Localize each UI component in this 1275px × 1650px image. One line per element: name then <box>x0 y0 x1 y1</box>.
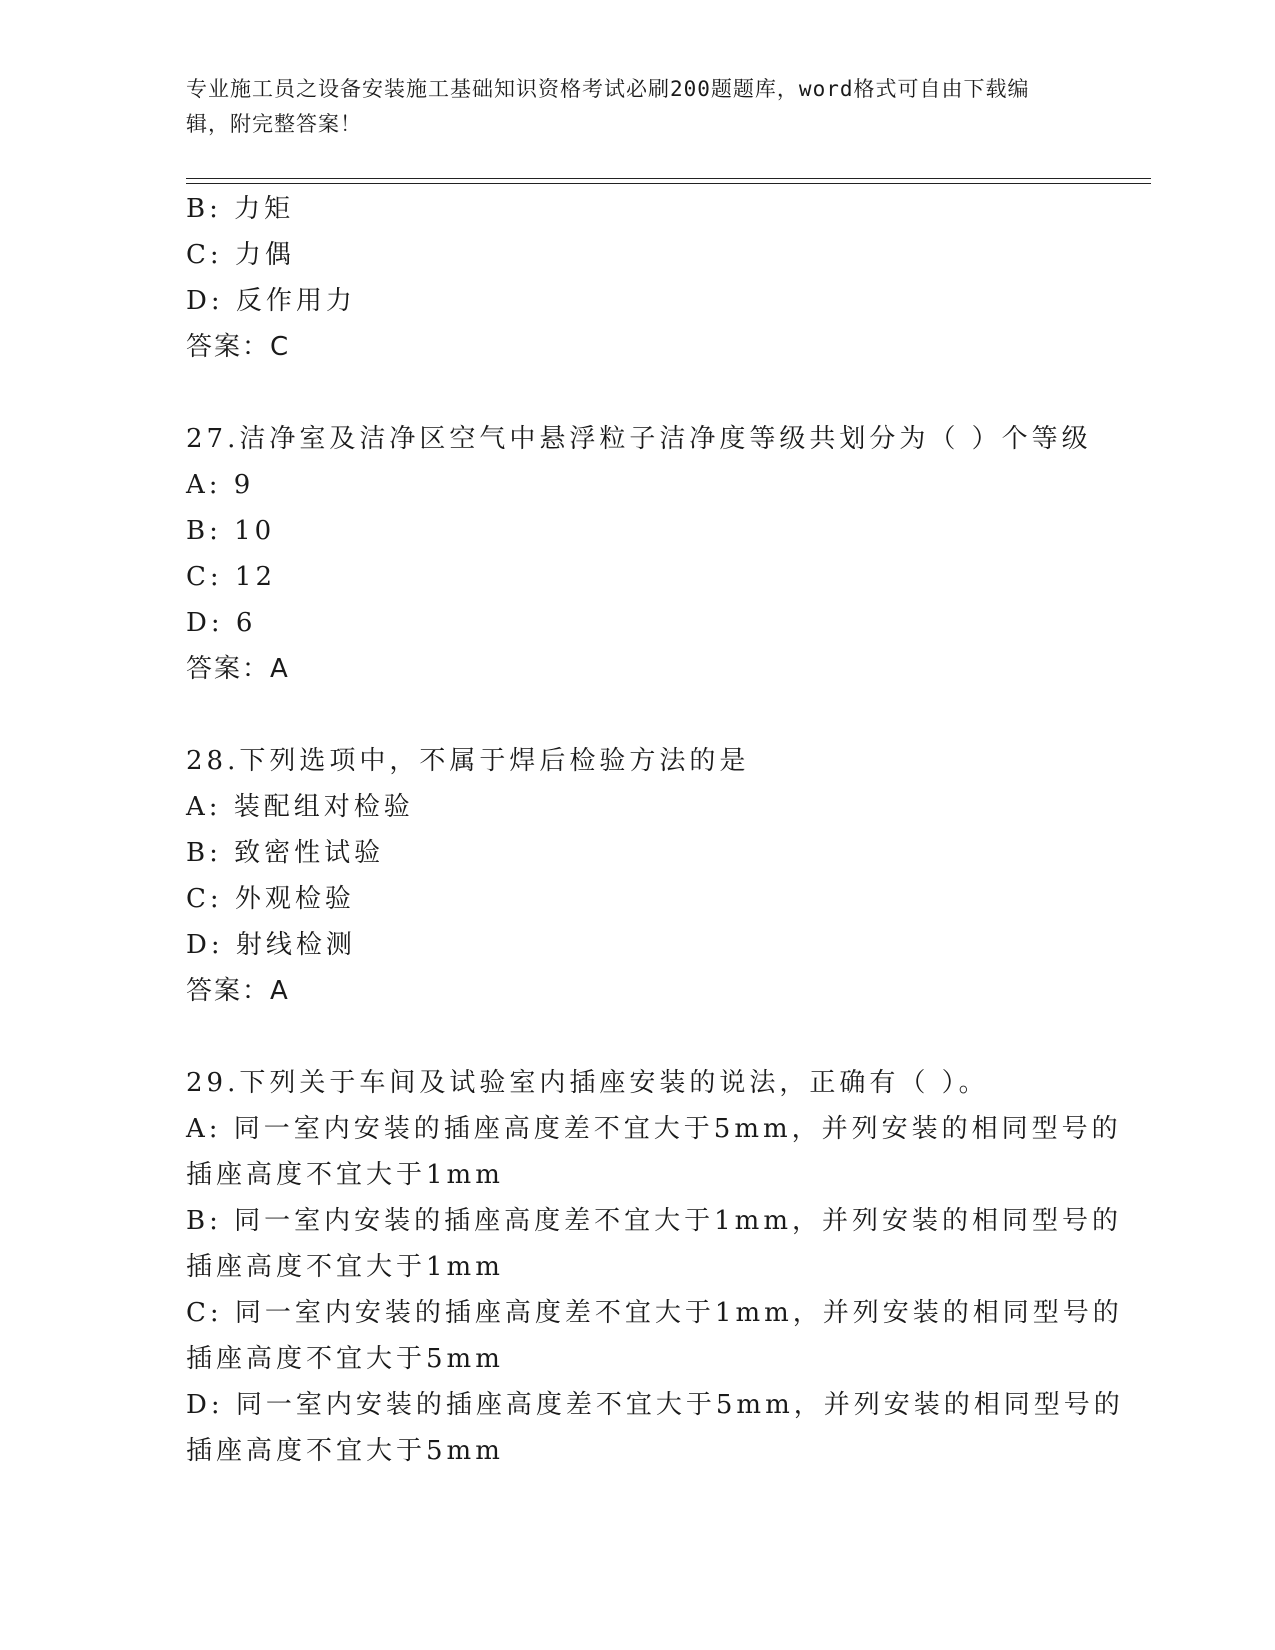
option-d: D: 6 <box>186 608 257 638</box>
option-c: C: 外观检验 <box>186 884 355 914</box>
answer: 答案：A <box>186 976 290 1006</box>
option-c-line-1: C: 同一室内安装的插座高度差不宜大于1mm，并列安装的相同型号的 <box>186 1298 1123 1328</box>
answer: 答案：A <box>186 654 290 684</box>
option-b: B: 10 <box>186 516 276 546</box>
answer: 答案：C <box>186 332 291 362</box>
header-divider-bottom <box>186 183 1151 184</box>
question-28 <box>186 738 1086 1014</box>
option-a: A: 装配组对检验 <box>186 792 414 822</box>
question-text: 27.洁净室及洁净区空气中悬浮粒子洁净度等级共划分为（ ）个等级 <box>186 424 1092 454</box>
question-27 <box>186 416 1092 692</box>
option-d: D: 反作用力 <box>186 286 356 316</box>
option-a: A: 9 <box>186 470 255 500</box>
option-a-line-1: A: 同一室内安装的插座高度差不宜大于5mm，并列安装的相同型号的 <box>186 1114 1122 1144</box>
question-29 <box>186 1060 1124 1474</box>
option-b-line-2: 插座高度不宜大于1mm <box>186 1252 504 1282</box>
option-c-line-2: 插座高度不宜大于5mm <box>186 1344 504 1374</box>
question-text: 29.下列关于车间及试验室内插座安装的说法，正确有（ ）。 <box>186 1068 989 1098</box>
option-c: C: 力偶 <box>186 240 295 270</box>
document-header: 专业施工员之设备安装施工基础知识资格考试必刷200题题库，word格式可自由下载编辑，附完整答案！ <box>186 77 1030 136</box>
option-d: D: 射线检测 <box>186 930 356 960</box>
question-26-tail <box>186 186 1086 370</box>
header-divider-top <box>186 178 1151 179</box>
option-a-line-2: 插座高度不宜大于1mm <box>186 1160 504 1190</box>
option-b: B: 致密性试验 <box>186 838 385 868</box>
option-b: B: 力矩 <box>186 194 295 224</box>
option-d-line-2: 插座高度不宜大于5mm <box>186 1436 504 1466</box>
question-content <box>186 186 1124 1474</box>
question-text: 28.下列选项中，不属于焊后检验方法的是 <box>186 746 750 776</box>
option-b-line-1: B: 同一室内安装的插座高度差不宜大于1mm，并列安装的相同型号的 <box>186 1206 1122 1236</box>
option-c: C: 12 <box>186 562 277 592</box>
option-d-line-1: D: 同一室内安装的插座高度差不宜大于5mm，并列安装的相同型号的 <box>186 1390 1124 1420</box>
